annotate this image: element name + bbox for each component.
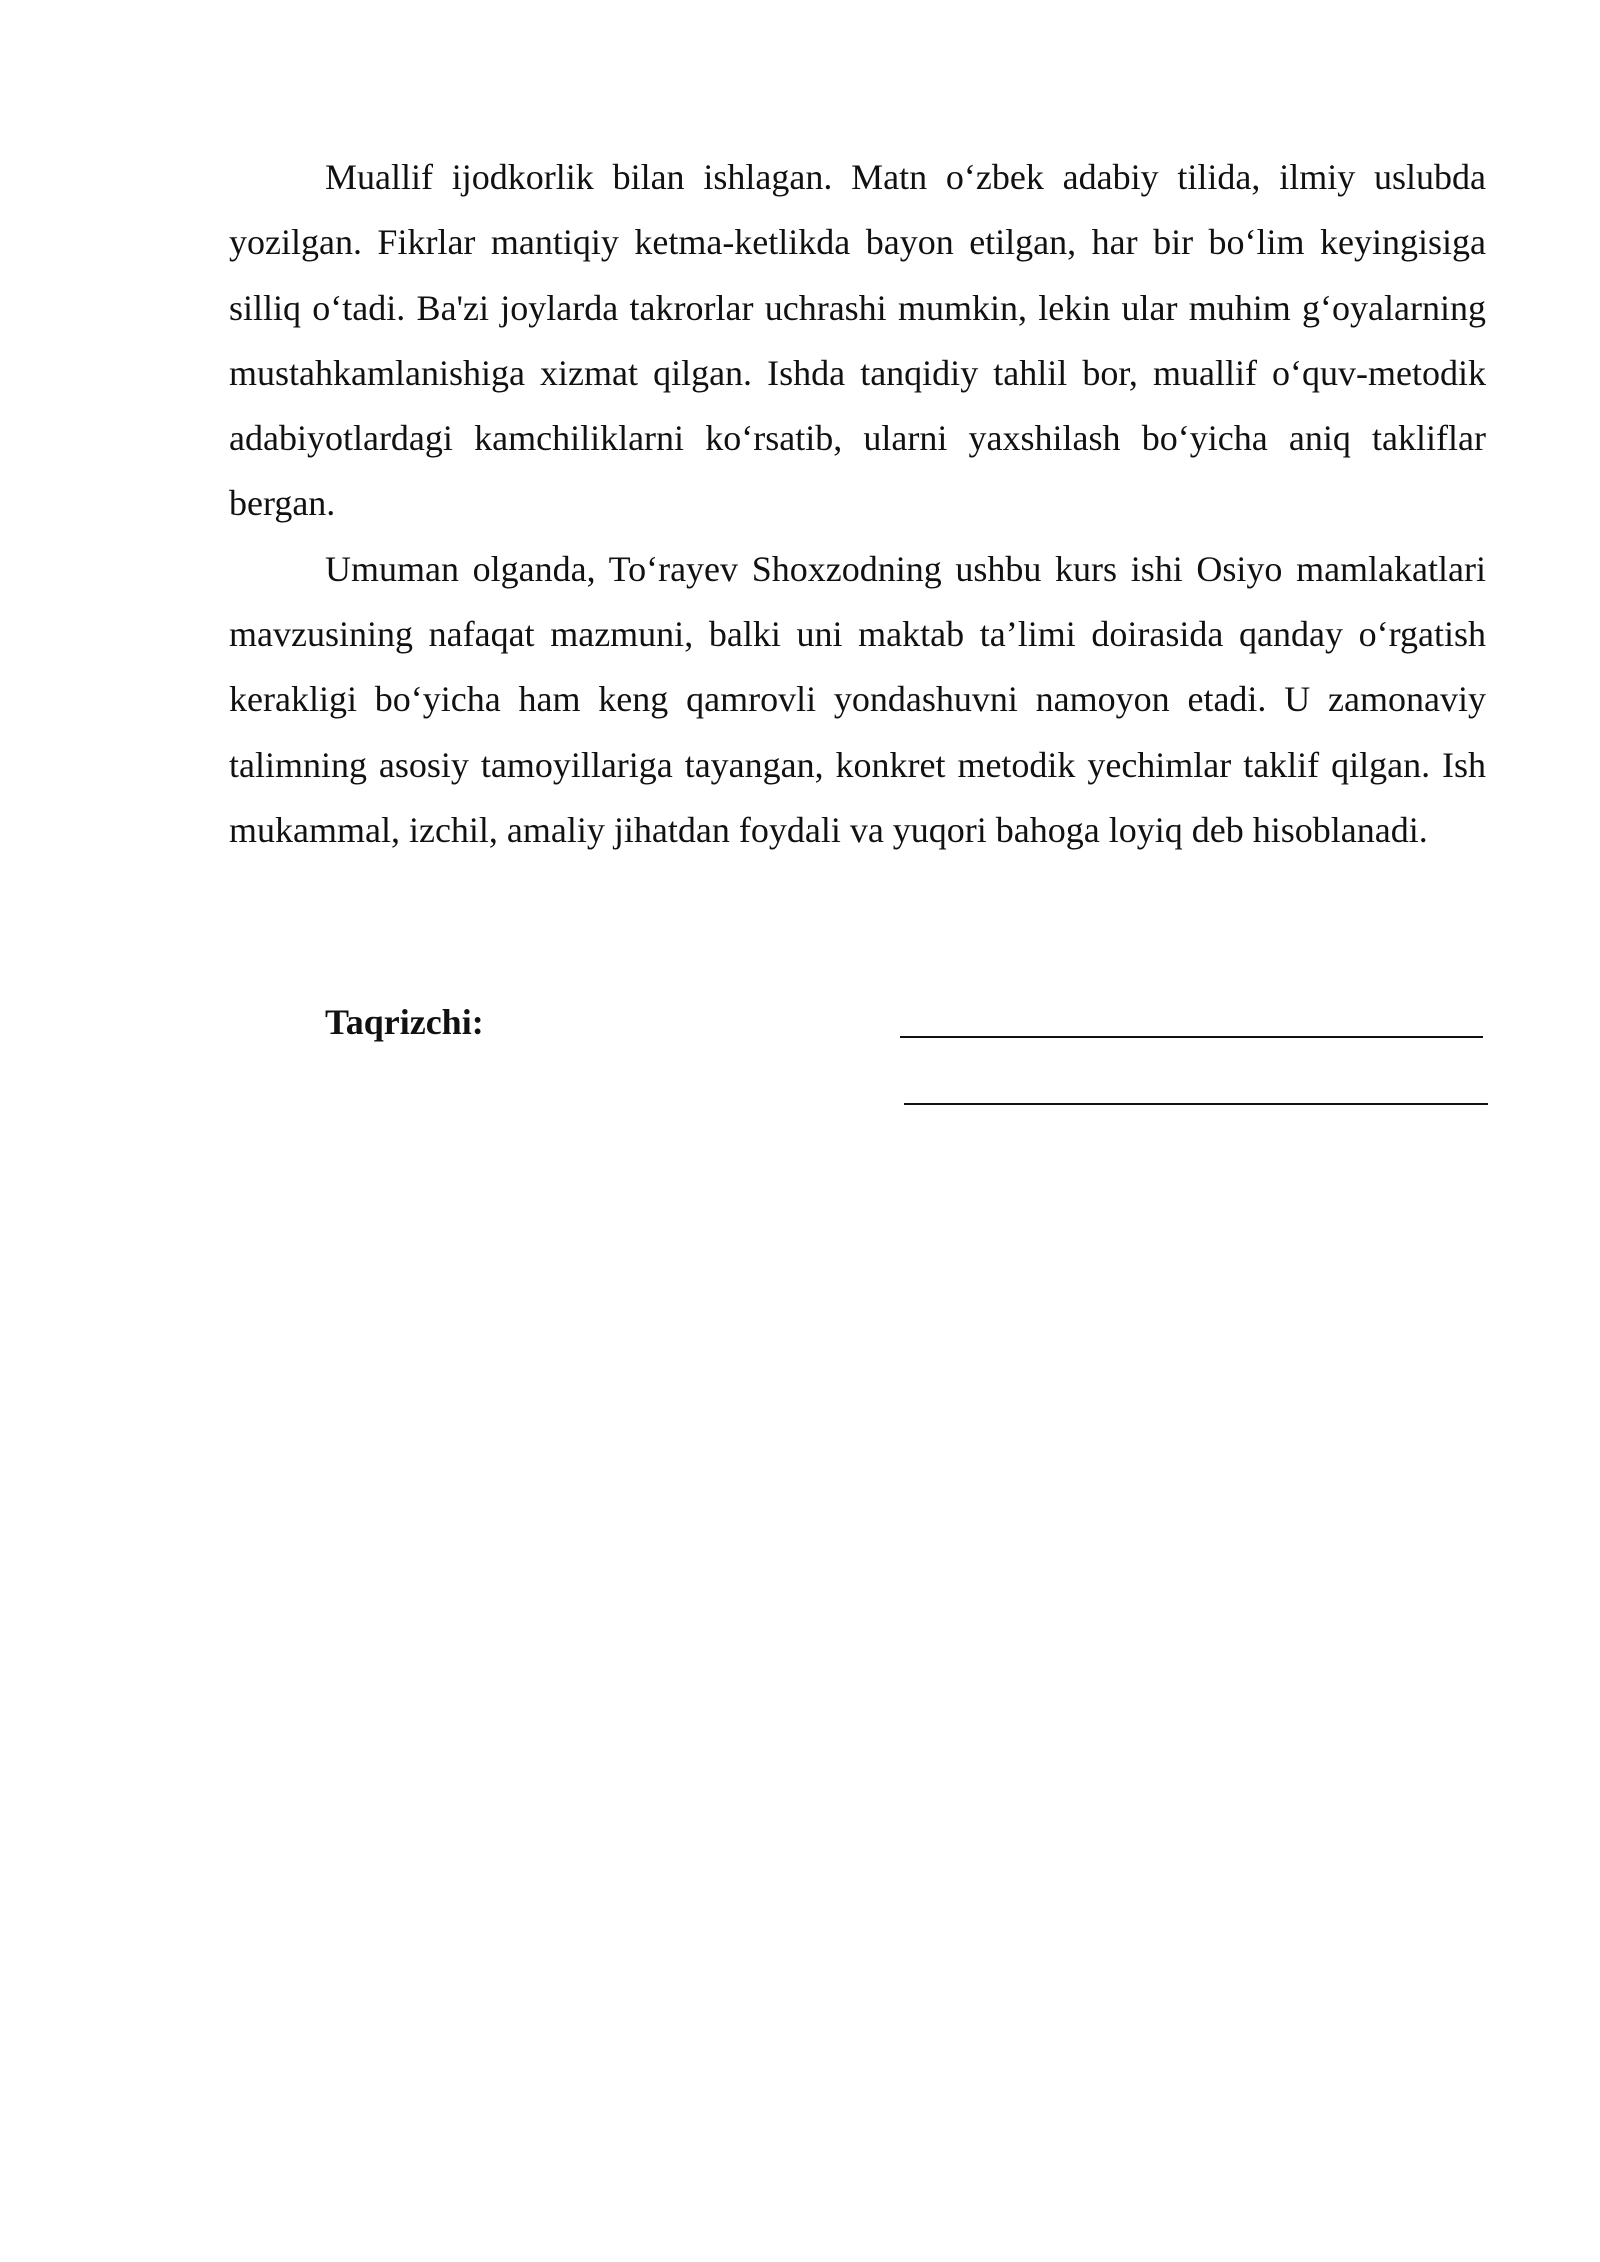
paragraph-1: Muallif ijodkorlik bilan ishlagan. Matn o‘zbek adabiy tilida, ilmiy uslubda yozilgan. Fikrlar mantiqiy ketma-ketlikda bayon etilgan, har bir bo‘lim keyingisiga silliq o‘tadi. Ba'zi joylarda takrorlar uchrashi mumkin, lekin ular muhim g‘oyalarning mustahkamlanishiga xizmat qilgan. Ishda tanqidiy tahlil bor, muallif o‘quv-metodik adabiyotlardagi kamchiliklarni ko‘rsatib, ularni yaxshilash bo‘yicha aniq takliflar bergan. — [229, 157, 1486, 524]
signature-name-line — [904, 1103, 1488, 1105]
paragraph-2: Umuman olganda, To‘rayev Shoxzodning ushbu kurs ishi Osiyo mamlakatlari mavzusining nafaqat mazmuni, balki uni maktab ta’limi doirasida qanday o‘rgatish kerakligi bo‘yicha ham keng qamrovli yondashuvni namoyon etadi. U zamonaviy talimning asosiy tamoyillariga tayangan, konkret metodik yechimlar taklif qilgan. Ish mukammal, izchil, amaliy jihatdan foydali va yuqori bahoga loyiq deb hisoblanadi. — [229, 548, 1486, 850]
signature-line — [900, 1036, 1483, 1038]
review-body — [229, 145, 1486, 863]
reviewer-label: Taqrizchi: — [325, 1002, 484, 1042]
